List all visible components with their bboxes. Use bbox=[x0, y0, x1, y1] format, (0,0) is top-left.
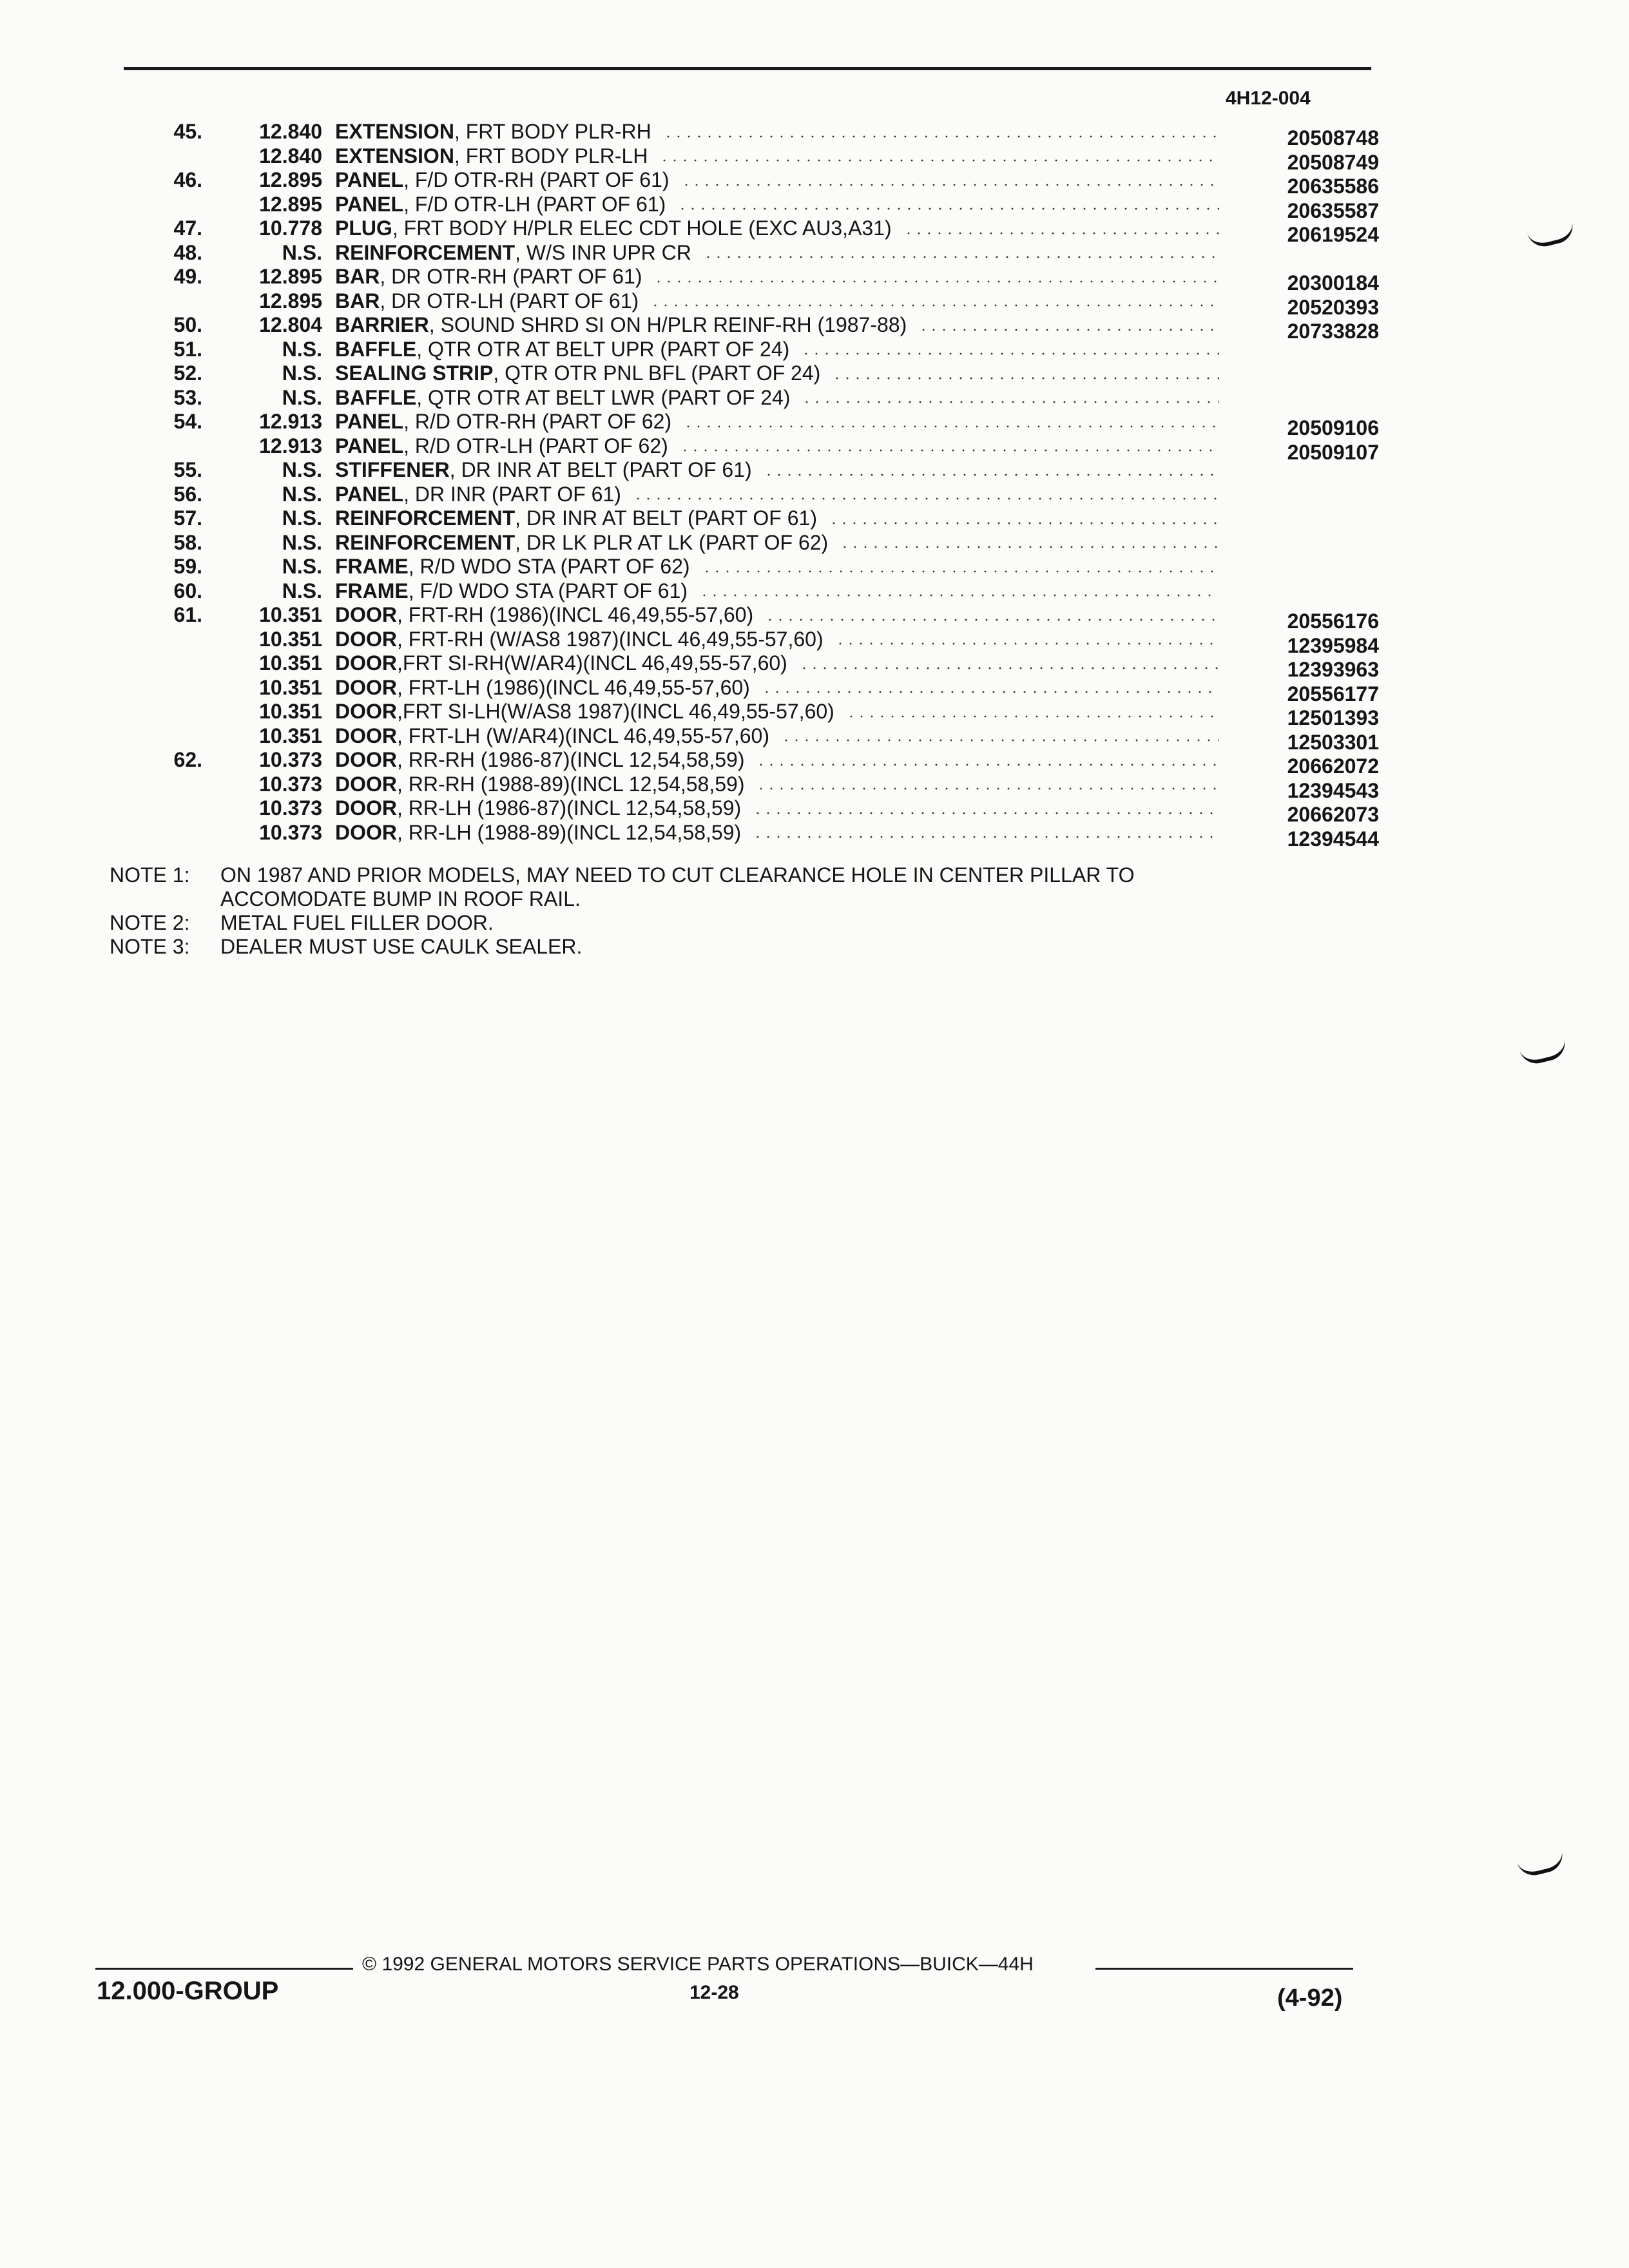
table-row bbox=[0, 748, 1629, 778]
part-name: PANEL bbox=[335, 482, 404, 506]
table-row bbox=[0, 241, 1629, 265]
description bbox=[335, 361, 1224, 386]
note-label: NOTE 3: bbox=[110, 935, 190, 958]
leader-dots bbox=[663, 135, 1219, 138]
ref-number: 60. bbox=[173, 579, 202, 602]
leader-dots bbox=[753, 836, 1219, 838]
leader-dots bbox=[681, 184, 1219, 186]
footer-copyright: © 1992 GENERAL MOTORS SERVICE PARTS OPERATIONS—BUICK—44H bbox=[362, 1954, 1034, 1975]
group-number: N.S. bbox=[282, 337, 322, 361]
leader-dots bbox=[918, 329, 1219, 331]
leader-dots bbox=[677, 207, 1219, 210]
part-name: PLUG bbox=[335, 216, 392, 240]
group-number: N.S. bbox=[282, 579, 322, 602]
part-desc: , RR-LH (1986-87)(INCL 12,54,58,59) bbox=[397, 796, 742, 820]
table-row bbox=[0, 216, 1629, 246]
group-number: N.S. bbox=[282, 555, 322, 578]
table-row bbox=[0, 265, 1629, 294]
part-name: FRAME bbox=[335, 555, 409, 578]
table-row bbox=[0, 434, 1629, 464]
ref-number: 53. bbox=[173, 385, 202, 409]
ref-number: 59. bbox=[173, 555, 202, 578]
group-number: 10.778 bbox=[259, 216, 322, 240]
ref-number: 58. bbox=[173, 530, 202, 554]
table-row bbox=[0, 651, 1629, 681]
part-desc: , FRT BODY PLR-RH bbox=[454, 120, 651, 143]
group-number: 10.373 bbox=[259, 796, 322, 820]
group-number: 10.351 bbox=[259, 724, 322, 747]
part-name: REINFORCEMENT bbox=[335, 240, 516, 264]
description bbox=[335, 531, 1224, 555]
part-name: DOOR bbox=[335, 700, 397, 723]
part-desc: ,FRT SI-LH(W/AS8 1987)(INCL 46,49,55-57,60) bbox=[397, 700, 834, 723]
part-name: DOOR bbox=[335, 820, 397, 844]
group-number: N.S. bbox=[282, 385, 322, 409]
leader-dots bbox=[840, 546, 1219, 548]
ref-number: 45. bbox=[173, 120, 202, 143]
description bbox=[335, 410, 1224, 434]
part-name: BAR bbox=[335, 289, 380, 312]
group-number: 12.804 bbox=[259, 313, 322, 336]
footer-group: 12.000-GROUP bbox=[97, 1977, 279, 2005]
ref-number: 52. bbox=[173, 361, 202, 385]
description bbox=[335, 434, 1224, 459]
group-number: 12.895 bbox=[259, 265, 322, 288]
leader-dots bbox=[633, 497, 1219, 500]
part-name: EXTENSION bbox=[335, 120, 454, 143]
ref-number: 50. bbox=[173, 313, 202, 336]
part-desc: , FRT-LH (1986)(INCL 46,49,55-57,60) bbox=[397, 675, 750, 699]
part-number: 20509106 bbox=[1287, 416, 1379, 439]
table-row bbox=[0, 700, 1629, 729]
part-name: DOOR bbox=[335, 796, 397, 820]
part-name: BAFFLE bbox=[335, 385, 417, 409]
group-number: 12.913 bbox=[259, 410, 322, 433]
description bbox=[335, 120, 1224, 144]
part-name: PANEL bbox=[335, 410, 404, 433]
part-desc: , DR LK PLR AT LK (PART OF 62) bbox=[515, 530, 829, 554]
part-desc: , F/D OTR-LH (PART OF 61) bbox=[403, 192, 666, 216]
parts-list bbox=[0, 120, 1629, 850]
note-label: NOTE 1: bbox=[110, 863, 190, 887]
part-desc: , RR-RH (1988-89)(INCL 12,54,58,59) bbox=[397, 772, 745, 796]
table-row bbox=[0, 675, 1629, 706]
group-number: 12.895 bbox=[259, 289, 322, 312]
leader-dots bbox=[680, 449, 1219, 452]
group-number: 10.351 bbox=[259, 675, 322, 699]
part-name: STIFFENER bbox=[335, 458, 450, 481]
part-desc: , QTR OTR AT BELT LWR (PART OF 24) bbox=[416, 385, 791, 409]
leader-dots bbox=[659, 159, 1219, 162]
description bbox=[335, 651, 1224, 676]
part-desc: , DR INR AT BELT (PART OF 61) bbox=[449, 458, 752, 481]
table-row bbox=[0, 120, 1629, 149]
part-number: 20635587 bbox=[1287, 198, 1379, 222]
group-number: 10.351 bbox=[259, 627, 322, 651]
description bbox=[335, 144, 1224, 169]
table-row bbox=[0, 531, 1629, 555]
group-number: N.S. bbox=[282, 361, 322, 385]
part-number: 20556177 bbox=[1287, 682, 1379, 706]
description bbox=[335, 773, 1224, 797]
group-number: N.S. bbox=[282, 482, 322, 506]
part-desc: , DR OTR-LH (PART OF 61) bbox=[380, 289, 639, 312]
table-row bbox=[0, 386, 1629, 410]
page-code: 4H12-004 bbox=[1226, 88, 1311, 109]
footer-rule-right bbox=[1095, 1968, 1353, 1970]
table-row bbox=[0, 627, 1629, 657]
description bbox=[335, 386, 1224, 410]
ref-number: 62. bbox=[173, 748, 202, 771]
table-row bbox=[0, 820, 1629, 850]
ref-number: 56. bbox=[173, 482, 202, 506]
group-number: 12.840 bbox=[259, 144, 322, 168]
part-name: DOOR bbox=[335, 651, 397, 675]
table-row bbox=[0, 555, 1629, 579]
group-number: 10.351 bbox=[259, 651, 322, 675]
leader-dots bbox=[699, 594, 1219, 597]
part-number: 20520393 bbox=[1287, 295, 1379, 319]
part-desc: , F/D OTR-RH (PART OF 61) bbox=[403, 168, 670, 191]
leader-dots bbox=[703, 256, 1219, 258]
leader-dots bbox=[653, 280, 1219, 283]
table-row bbox=[0, 483, 1629, 507]
description bbox=[335, 168, 1224, 193]
part-desc: , QTR OTR PNL BFL (PART OF 24) bbox=[493, 361, 821, 385]
part-name: PANEL bbox=[335, 192, 404, 216]
binder-mark bbox=[1517, 1850, 1566, 1879]
part-name: DOOR bbox=[335, 748, 397, 771]
description bbox=[335, 193, 1224, 217]
part-number: 12394544 bbox=[1287, 827, 1379, 850]
table-row bbox=[0, 579, 1629, 604]
leader-dots bbox=[753, 812, 1219, 814]
leader-dots bbox=[903, 232, 1219, 235]
part-name: REINFORCEMENT bbox=[335, 530, 516, 554]
part-desc: , DR OTR-RH (PART OF 61) bbox=[380, 265, 642, 288]
part-desc: , FRT-LH (W/AR4)(INCL 46,49,55-57,60) bbox=[397, 724, 769, 747]
group-number: N.S. bbox=[282, 530, 322, 554]
table-row bbox=[0, 168, 1629, 198]
description bbox=[335, 579, 1224, 604]
description bbox=[335, 748, 1224, 773]
part-name: PANEL bbox=[335, 168, 404, 191]
leader-dots bbox=[756, 787, 1219, 790]
part-name: DOOR bbox=[335, 772, 397, 796]
leader-dots bbox=[650, 304, 1219, 307]
table-row bbox=[0, 506, 1629, 531]
description bbox=[335, 506, 1224, 531]
part-number: 12393963 bbox=[1287, 658, 1379, 681]
part-name: DOOR bbox=[335, 675, 397, 699]
note-label: NOTE 2: bbox=[110, 911, 190, 934]
ref-number: 61. bbox=[173, 603, 202, 626]
part-desc: , DR INR AT BELT (PART OF 61) bbox=[515, 506, 817, 530]
table-row bbox=[0, 458, 1629, 483]
note-text: DEALER MUST USE CAULK SEALER. bbox=[220, 935, 583, 958]
description bbox=[335, 241, 1224, 265]
part-desc: ,FRT SI-RH(W/AR4)(INCL 46,49,55-57,60) bbox=[397, 651, 787, 675]
part-name: DOOR bbox=[335, 603, 397, 626]
part-desc: , W/S INR UPR CR bbox=[515, 240, 691, 264]
leader-dots bbox=[765, 619, 1219, 621]
part-name: DOOR bbox=[335, 627, 397, 651]
part-desc: , RR-RH (1986-87)(INCL 12,54,58,59) bbox=[397, 748, 745, 771]
description bbox=[335, 821, 1224, 845]
leader-dots bbox=[835, 642, 1219, 645]
leader-dots bbox=[846, 715, 1219, 718]
leader-dots bbox=[801, 352, 1219, 355]
leader-dots bbox=[832, 377, 1219, 380]
group-number: 10.373 bbox=[259, 772, 322, 796]
ref-number: 51. bbox=[173, 337, 202, 361]
part-desc: , RR-LH (1988-89)(INCL 12,54,58,59) bbox=[397, 820, 742, 844]
table-row bbox=[0, 313, 1629, 343]
description bbox=[335, 603, 1224, 628]
table-row bbox=[0, 144, 1629, 174]
leader-dots bbox=[702, 570, 1219, 573]
group-number: 12.895 bbox=[259, 192, 322, 216]
note-text: ON 1987 AND PRIOR MODELS, MAY NEED TO CUT CLEARANCE HOLE IN CENTER PILLAR TO bbox=[220, 863, 1135, 887]
part-name: BAR bbox=[335, 265, 380, 288]
part-number: 20300184 bbox=[1287, 271, 1379, 294]
group-number: 10.373 bbox=[259, 748, 322, 771]
group-number: 12.913 bbox=[259, 434, 322, 457]
part-name: BAFFLE bbox=[335, 337, 417, 361]
group-number: 10.351 bbox=[259, 700, 322, 723]
leader-dots bbox=[802, 401, 1219, 403]
group-number: N.S. bbox=[282, 458, 322, 481]
description bbox=[335, 338, 1224, 362]
part-number: 20662073 bbox=[1287, 803, 1379, 826]
part-number: 20662072 bbox=[1287, 754, 1379, 778]
top-rule bbox=[124, 67, 1371, 70]
group-number: 10.351 bbox=[259, 603, 322, 626]
leader-dots bbox=[799, 667, 1219, 669]
description bbox=[335, 458, 1224, 483]
part-number: 12394543 bbox=[1287, 778, 1379, 802]
ref-number: 55. bbox=[173, 458, 202, 481]
part-name: BARRIER bbox=[335, 313, 429, 336]
part-number: 20508748 bbox=[1287, 126, 1379, 149]
part-number: 20556176 bbox=[1287, 610, 1379, 633]
description bbox=[335, 216, 1224, 241]
footer-date: (4-92) bbox=[1277, 1984, 1343, 2012]
description bbox=[335, 724, 1224, 749]
part-desc: , FRT BODY PLR-LH bbox=[454, 144, 648, 168]
table-row bbox=[0, 603, 1629, 633]
part-desc: , DR INR (PART OF 61) bbox=[403, 482, 621, 506]
part-number: 20635586 bbox=[1287, 175, 1379, 198]
table-row bbox=[0, 289, 1629, 319]
leader-dots bbox=[756, 764, 1219, 766]
part-desc: , FRT BODY H/PLR ELEC CDT HOLE (EXC AU3,A31) bbox=[392, 216, 892, 240]
part-number: 12501393 bbox=[1287, 706, 1379, 729]
part-name: REINFORCEMENT bbox=[335, 506, 516, 530]
part-number: 12503301 bbox=[1287, 730, 1379, 754]
leader-dots bbox=[683, 425, 1219, 428]
table-row bbox=[0, 192, 1629, 222]
part-name: FRAME bbox=[335, 579, 409, 602]
part-desc: , SOUND SHRD SI ON H/PLR REINF-RH (1987-88) bbox=[429, 313, 907, 336]
description bbox=[335, 483, 1224, 507]
part-number: 20733828 bbox=[1287, 320, 1379, 343]
description bbox=[335, 555, 1224, 579]
part-number: 12395984 bbox=[1287, 633, 1379, 657]
group-number: 10.373 bbox=[259, 820, 322, 844]
part-desc: , FRT-RH (W/AS8 1987)(INCL 46,49,55-57,60) bbox=[397, 627, 824, 651]
ref-number: 47. bbox=[173, 216, 202, 240]
ref-number: 57. bbox=[173, 506, 202, 530]
table-row bbox=[0, 361, 1629, 386]
description bbox=[335, 289, 1224, 314]
leader-dots bbox=[781, 739, 1219, 742]
binder-mark bbox=[1519, 1039, 1569, 1068]
leader-dots bbox=[762, 691, 1219, 693]
footer-rule-left bbox=[95, 1968, 353, 1970]
ref-number: 49. bbox=[173, 265, 202, 288]
table-row bbox=[0, 338, 1629, 362]
description bbox=[335, 628, 1224, 652]
note-text-continued: ACCOMODATE BUMP IN ROOF RAIL. bbox=[220, 887, 581, 910]
table-row bbox=[0, 796, 1629, 826]
leader-dots bbox=[764, 474, 1219, 476]
group-number: N.S. bbox=[282, 506, 322, 530]
part-desc: , F/D WDO STA (PART OF 61) bbox=[408, 579, 688, 602]
description bbox=[335, 700, 1224, 724]
group-number: N.S. bbox=[282, 240, 322, 264]
part-number: 20619524 bbox=[1287, 223, 1379, 246]
part-number: 20509107 bbox=[1287, 440, 1379, 464]
description bbox=[335, 796, 1224, 821]
part-name: DOOR bbox=[335, 724, 397, 747]
note-text: METAL FUEL FILLER DOOR. bbox=[220, 911, 494, 934]
ref-number: 48. bbox=[173, 240, 202, 264]
part-name: EXTENSION bbox=[335, 144, 454, 168]
description bbox=[335, 313, 1224, 338]
part-desc: , FRT-RH (1986)(INCL 46,49,55-57,60) bbox=[397, 603, 754, 626]
table-row bbox=[0, 724, 1629, 754]
description bbox=[335, 265, 1224, 289]
table-row bbox=[0, 410, 1629, 439]
part-name: PANEL bbox=[335, 434, 404, 457]
part-desc: , R/D WDO STA (PART OF 62) bbox=[408, 555, 690, 578]
group-number: 12.895 bbox=[259, 168, 322, 191]
ref-number: 46. bbox=[173, 168, 202, 191]
part-desc: , QTR OTR AT BELT UPR (PART OF 24) bbox=[416, 337, 790, 361]
table-row bbox=[0, 772, 1629, 802]
part-number: 20508749 bbox=[1287, 150, 1379, 174]
part-name: SEALING STRIP bbox=[335, 361, 494, 385]
part-desc: , R/D OTR-RH (PART OF 62) bbox=[403, 410, 672, 433]
group-number: 12.840 bbox=[259, 120, 322, 143]
description bbox=[335, 676, 1224, 700]
leader-dots bbox=[829, 522, 1219, 524]
part-desc: , R/D OTR-LH (PART OF 62) bbox=[403, 434, 668, 457]
footer-page-number: 12-28 bbox=[689, 1982, 739, 2003]
ref-number: 54. bbox=[173, 410, 202, 433]
